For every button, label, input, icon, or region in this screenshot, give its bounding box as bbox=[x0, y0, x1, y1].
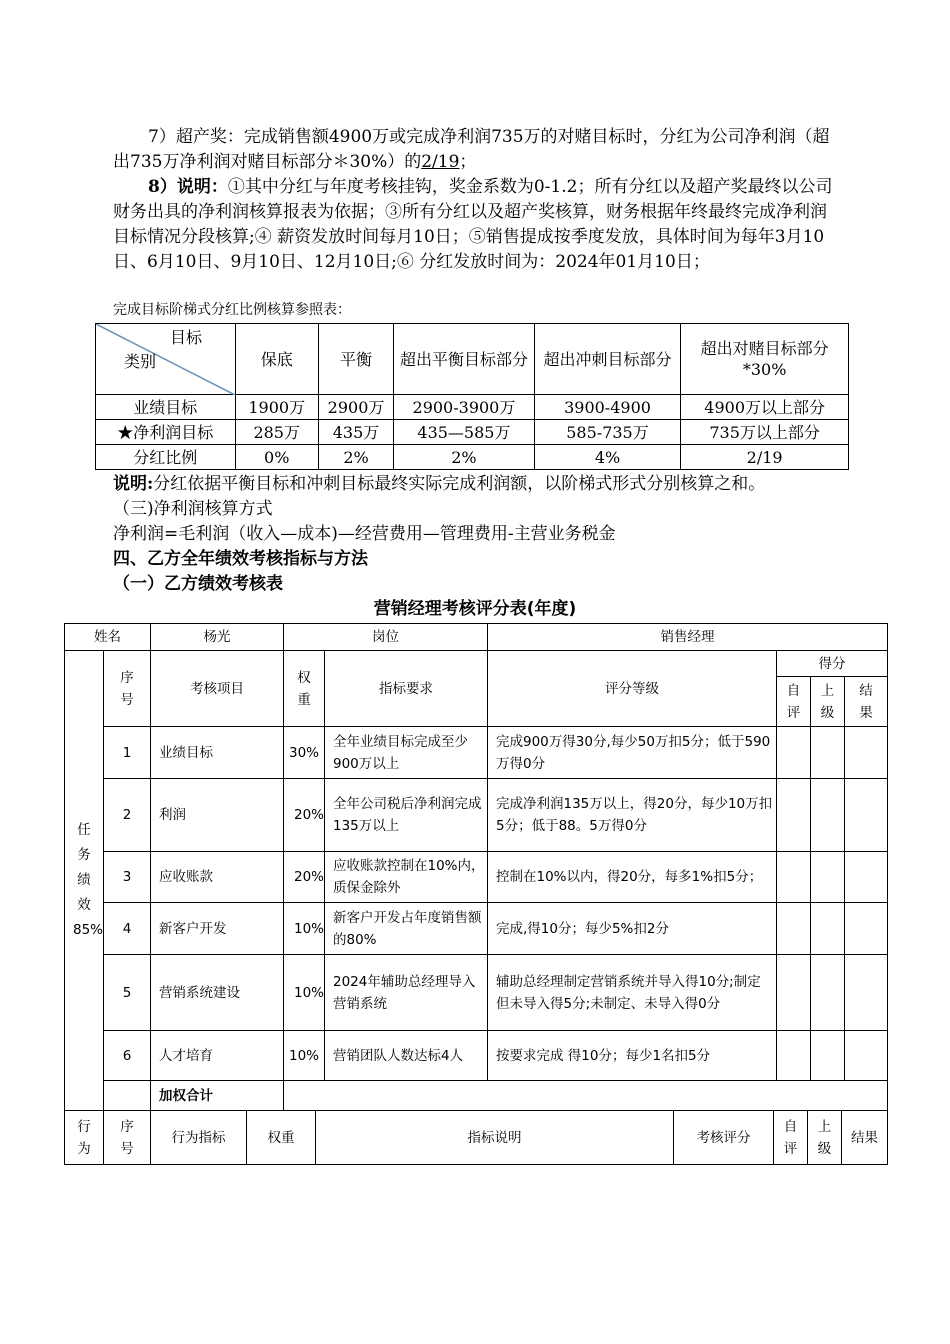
row-no: 4 bbox=[104, 903, 151, 955]
ratio-cell: 2900万 bbox=[318, 395, 393, 420]
behavior-header-no: 序号 bbox=[104, 1111, 151, 1165]
row-superior-score bbox=[811, 852, 845, 903]
ratio-row-label: 业绩目标 bbox=[96, 395, 236, 420]
row-weight: 20% bbox=[284, 779, 325, 852]
row-requirement: 全年业绩目标完成至少900万以上 bbox=[325, 727, 488, 779]
row-result bbox=[845, 727, 888, 779]
row-requirement: 新客户开发占年度销售额的80% bbox=[325, 903, 488, 955]
row-weight: 10% bbox=[284, 1031, 325, 1081]
row-superior-score bbox=[811, 955, 845, 1031]
row-item: 人才培育 bbox=[151, 1031, 284, 1081]
row-result bbox=[845, 779, 888, 852]
behavior-header-weight: 权重 bbox=[247, 1111, 316, 1165]
ratio-cell: 435—585万 bbox=[394, 420, 535, 445]
table-row bbox=[65, 955, 888, 1031]
section-4-1-heading: （一）乙方绩效考核表 bbox=[113, 574, 283, 594]
header-result: 结果 bbox=[845, 677, 888, 727]
section-4-heading: 四、乙方全年绩效考核指标与方法 bbox=[113, 549, 368, 569]
header-item: 考核项目 bbox=[151, 651, 284, 727]
row-item: 新客户开发 bbox=[151, 903, 284, 955]
table-row bbox=[65, 852, 888, 903]
row-requirement: 应收账款控制在10%内，质保金除外 bbox=[325, 852, 488, 903]
ratio-cell: 435万 bbox=[318, 420, 393, 445]
ratio-cell: 285万 bbox=[235, 420, 318, 445]
row-result bbox=[845, 955, 888, 1031]
diag-bottom-label: 类别 bbox=[124, 352, 157, 371]
note-label: 说明: bbox=[113, 474, 154, 494]
ratio-row bbox=[96, 420, 849, 445]
paragraph-8 bbox=[113, 175, 839, 275]
row-no: 2 bbox=[104, 779, 151, 852]
ratio-cell: 4% bbox=[534, 445, 681, 470]
behavior-header-result: 结果 bbox=[842, 1111, 888, 1165]
table-row bbox=[65, 727, 888, 779]
ratio-cell: 0% bbox=[235, 445, 318, 470]
post-value: 销售经理 bbox=[488, 624, 888, 651]
row-requirement: 2024年辅助总经理导入营销系统 bbox=[325, 955, 488, 1031]
row-item: 业绩目标 bbox=[151, 727, 284, 779]
table-row bbox=[65, 903, 888, 955]
row-self-score bbox=[777, 852, 811, 903]
ratio-header: 超出对赌目标部分*30% bbox=[681, 324, 849, 395]
behavior-header-superior: 上级 bbox=[808, 1111, 842, 1165]
ratio-row-label: 分红比例 bbox=[96, 445, 236, 470]
paragraph-7-value: 2/19 bbox=[421, 152, 460, 172]
ratio-cell: 1900万 bbox=[235, 395, 318, 420]
ratio-cell: 2900-3900万 bbox=[394, 395, 535, 420]
behavior-header-eval: 考核评分 bbox=[674, 1111, 774, 1165]
behavior-header-self: 自评 bbox=[774, 1111, 808, 1165]
paragraph-7 bbox=[113, 125, 839, 175]
table-row bbox=[65, 779, 888, 852]
ratio-cell: 735万以上部分 bbox=[681, 420, 849, 445]
dividend-ratio-table bbox=[95, 323, 849, 470]
row-item: 营销系统建设 bbox=[151, 955, 284, 1031]
row-self-score bbox=[777, 779, 811, 852]
ratio-cell: 2/19 bbox=[681, 445, 849, 470]
row-weight: 10% bbox=[284, 955, 325, 1031]
diag-top-label: 目标 bbox=[170, 328, 203, 347]
row-self-score bbox=[777, 903, 811, 955]
ratio-cell: 585-735万 bbox=[534, 420, 681, 445]
header-self: 自评 bbox=[777, 677, 811, 727]
ratio-row bbox=[96, 395, 849, 420]
ratio-cell: 2% bbox=[318, 445, 393, 470]
row-no: 5 bbox=[104, 955, 151, 1031]
row-grade: 按要求完成 得10分；每少1名扣5分 bbox=[488, 1031, 777, 1081]
ratio-header: 保底 bbox=[235, 324, 318, 395]
task-performance-side-label: 任务绩效85% bbox=[65, 651, 104, 1111]
row-superior-score bbox=[811, 779, 845, 852]
row-requirement: 营销团队人数达标4人 bbox=[325, 1031, 488, 1081]
paragraph-7-end: ； bbox=[459, 152, 477, 172]
ratio-table-caption: 完成目标阶梯式分红比例核算参照表： bbox=[113, 302, 351, 318]
name-label: 姓名 bbox=[65, 624, 151, 651]
row-requirement: 全年公司税后净利润完成135万以上 bbox=[325, 779, 488, 852]
header-requirement: 指标要求 bbox=[325, 651, 488, 727]
table-row bbox=[65, 1031, 888, 1081]
paragraph-7-text: 7）超产奖：完成销售额4900万或完成净利润735万的对赌目标时，分红为公司净利润（超出735万净利润对赌目标部分＊30%）的 bbox=[113, 127, 830, 172]
row-self-score bbox=[777, 1031, 811, 1081]
diagonal-header-cell bbox=[96, 324, 236, 395]
row-grade: 控制在10%以内，得20分，每多1%扣5分； bbox=[488, 852, 777, 903]
row-grade: 辅助总经理制定营销系统并导入得10分;制定但未导入得5分;未制定、未导入得0分 bbox=[488, 955, 777, 1031]
row-weight: 20% bbox=[284, 852, 325, 903]
header-score: 得分 bbox=[777, 651, 888, 677]
row-result bbox=[845, 903, 888, 955]
ratio-cell: 4900万以上部分 bbox=[681, 395, 849, 420]
behavior-table bbox=[64, 1110, 888, 1165]
row-result bbox=[845, 1031, 888, 1081]
total-no-cell bbox=[104, 1081, 151, 1111]
ratio-cell: 3900-4900 bbox=[534, 395, 681, 420]
header-grade: 评分等级 bbox=[488, 651, 777, 727]
row-self-score bbox=[777, 727, 811, 779]
row-no: 6 bbox=[104, 1031, 151, 1081]
behavior-header-item: 行为指标 bbox=[151, 1111, 247, 1165]
row-grade: 完成净利润135万以上，得20分，每少10万扣5分；低于88。5万得0分 bbox=[488, 779, 777, 852]
weighted-total-label: 加权合计 bbox=[151, 1081, 284, 1111]
row-result bbox=[845, 852, 888, 903]
net-profit-heading: （三)净利润核算方式 bbox=[113, 499, 273, 519]
row-no: 1 bbox=[104, 727, 151, 779]
dividend-note bbox=[113, 472, 853, 497]
row-grade: 完成900万得30分,每少50万扣5分；低于590万得0分 bbox=[488, 727, 777, 779]
diagonal-line bbox=[96, 324, 235, 395]
header-weight: 权重 bbox=[284, 651, 325, 727]
paragraph-8-label: 8）说明： bbox=[148, 177, 228, 197]
row-item: 应收账款 bbox=[151, 852, 284, 903]
ratio-row-label: ★净利润目标 bbox=[96, 420, 236, 445]
row-weight: 30% bbox=[284, 727, 325, 779]
row-superior-score bbox=[811, 727, 845, 779]
name-value: 杨光 bbox=[151, 624, 284, 651]
post-label: 岗位 bbox=[284, 624, 488, 651]
behavior-header-desc: 指标说明 bbox=[316, 1111, 674, 1165]
row-superior-score bbox=[811, 903, 845, 955]
row-self-score bbox=[777, 955, 811, 1031]
ratio-header: 平衡 bbox=[318, 324, 393, 395]
paragraph-8-text: ①其中分红与年度考核挂钩，奖金系数为0-1.2；所有分红以及超产奖最终以公司财务出具的净利润核算报表为依据；③所有分红以及超产奖核算，财务根据年终最终完成净利润目标情况分段核算;④ 薪资发放时间每月10日；⑤销售提成按季度发放，具体时间为每年3月10日、6月10日、9月10日、12月10日;⑥ 分红发放时间为：2024年01月10日； bbox=[113, 177, 833, 272]
weighted-total-value bbox=[284, 1081, 888, 1111]
row-superior-score bbox=[811, 1031, 845, 1081]
header-superior: 上级 bbox=[811, 677, 845, 727]
performance-table-title: 营销经理考核评分表(年度) bbox=[373, 599, 577, 619]
note-text: 分红依据平衡目标和冲刺目标最终实际完成利润额，以阶梯式形式分别核算之和。 bbox=[153, 474, 766, 494]
ratio-row bbox=[96, 445, 849, 470]
row-grade: 完成,得10分；每少5%扣2分 bbox=[488, 903, 777, 955]
row-no: 3 bbox=[104, 852, 151, 903]
header-no: 序号 bbox=[104, 651, 151, 727]
ratio-header: 超出冲刺目标部分 bbox=[534, 324, 681, 395]
ratio-header: 超出平衡目标部分 bbox=[394, 324, 535, 395]
behavior-side-label: 行为 bbox=[65, 1111, 104, 1165]
performance-table bbox=[64, 623, 888, 1111]
row-weight: 10% bbox=[284, 903, 325, 955]
net-profit-formula: 净利润=毛利润（收入—成本)—经营费用—管理费用-主营业务税金 bbox=[113, 524, 616, 544]
ratio-cell: 2% bbox=[394, 445, 535, 470]
row-item: 利润 bbox=[151, 779, 284, 852]
